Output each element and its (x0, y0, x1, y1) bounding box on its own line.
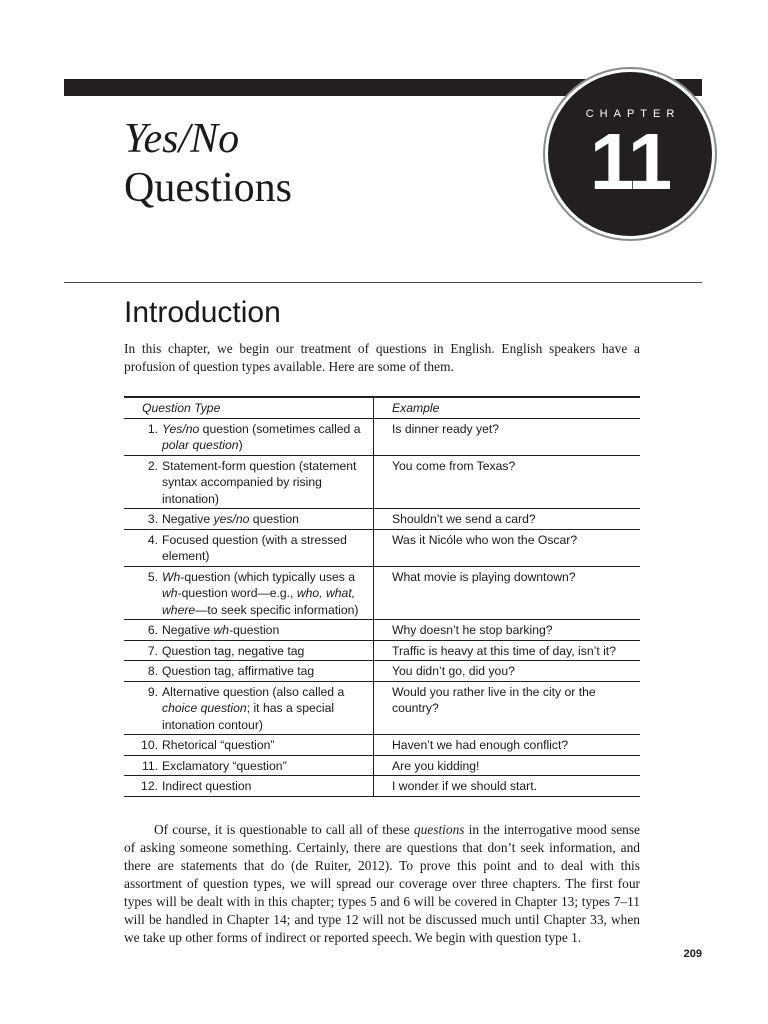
row-number: 9. (147, 684, 158, 699)
chapter-label: CHAPTER (585, 108, 681, 120)
text-run: Statement-form question (statement syntax accompanied by rising intonation) (162, 458, 357, 506)
italic-term: who, what, where (162, 586, 356, 617)
chapter-badge (548, 72, 712, 236)
closing-text-italic: questions (413, 822, 465, 837)
text-run: Question tag, negative tag (162, 643, 305, 658)
closing-text-2: in the interrogative mood sense of asking someone something. Certainly, there are questions that don’t seek information, and there are statements that do (de Ruiter, 2012). To prove this point and to deal with this assortment of question types, we will spread our coverage over three chapters. The first four types will be dealt with in this chapter; types 5 and 6 will be covered in Chapter 13; types 7–11 will be handled in Chapter 14; and type 12 will not be discussed much until Chapter 33, when we take up other forms of indirect or reported speech. We begin with question type 1. (124, 822, 641, 945)
question-type-text (162, 643, 367, 660)
question-type-cell (124, 755, 374, 776)
table-header-row (124, 397, 640, 418)
example-cell: Was it Nicóle who won the Oscar? (374, 529, 641, 566)
question-type-cell (124, 566, 374, 620)
question-type-content (124, 643, 367, 660)
question-type-content (124, 758, 367, 775)
page-number: 209 (683, 948, 702, 960)
question-type-cell (124, 681, 374, 735)
table-row (124, 620, 640, 641)
table-row (124, 640, 640, 661)
italic-term: Yes/no (162, 421, 200, 436)
table-row (124, 776, 640, 797)
question-type-content (124, 622, 367, 639)
table-row (124, 681, 640, 735)
question-type-text (162, 684, 367, 734)
example-cell: What movie is playing downtown? (374, 566, 641, 620)
text-run: Indirect question (162, 779, 252, 793)
question-type-cell (124, 529, 374, 566)
question-type-cell (124, 661, 374, 682)
section-heading: Introduction (124, 296, 281, 329)
table-row (124, 418, 640, 455)
table-row (124, 735, 640, 756)
question-type-content (124, 458, 367, 508)
text-run: Focused question (with a stressed element) (162, 532, 347, 563)
question-type-content (124, 778, 367, 795)
column-header-example: Example (374, 397, 641, 418)
example-cell: Why doesn’t he stop barking? (374, 620, 641, 641)
row-number: 11. (141, 758, 158, 773)
question-type-cell (124, 418, 374, 455)
question-type-text (162, 532, 367, 565)
chapter-title: Questions (124, 165, 292, 211)
chapter-title-italic: Yes/No (124, 116, 240, 162)
chapter-number: 11 (589, 117, 671, 206)
text-run: -question word—e.g., (177, 586, 297, 600)
question-type-text (162, 778, 367, 795)
table-row (124, 755, 640, 776)
row-number: 5. (147, 569, 158, 584)
italic-term: choice question (162, 701, 247, 715)
row-number: 2. (147, 458, 158, 473)
row-number: 1. (147, 421, 158, 436)
italic-term: yes/no (213, 512, 250, 526)
intro-paragraph: In this chapter, we begin our treatment of questions in English. English speakers have a profusion of question types available. Here are some of them. (124, 341, 640, 374)
example-cell: Would you rather live in the city or the country? (374, 681, 641, 735)
table-row (124, 661, 640, 682)
question-type-cell (124, 640, 374, 661)
table-row (124, 529, 640, 566)
text-run: -question (229, 623, 280, 637)
row-number: 8. (147, 664, 158, 678)
table-row (124, 455, 640, 509)
text-run: Question tag, affirmative tag (162, 664, 315, 678)
text-run: Negative (162, 512, 214, 526)
question-type-text (162, 511, 367, 528)
example-cell: You come from Texas? (374, 455, 641, 509)
table-row (124, 509, 640, 530)
question-types-table (124, 396, 640, 797)
divider (64, 282, 702, 283)
question-type-cell (124, 509, 374, 530)
row-number: 3. (147, 512, 158, 526)
example-cell: Is dinner ready yet? (374, 418, 641, 455)
text-run: Exclamatory “question” (162, 758, 287, 773)
italic-term: polar question (162, 438, 239, 452)
question-type-text (162, 758, 367, 775)
text-run: question (249, 512, 299, 526)
row-number: 12. (141, 779, 158, 793)
example-cell: I wonder if we should start. (374, 776, 641, 797)
question-type-content (124, 511, 367, 528)
italic-term: wh (213, 623, 230, 637)
question-type-content (124, 532, 367, 565)
table-body (124, 418, 640, 796)
question-type-text (162, 569, 367, 619)
text-run: Rhetorical “question” (162, 738, 275, 752)
text-run: question (sometimes called a (199, 421, 361, 436)
question-type-cell (124, 735, 374, 756)
question-type-content (124, 737, 367, 754)
row-number: 4. (147, 532, 158, 547)
example-cell: Haven’t we had enough conflict? (374, 735, 641, 756)
question-type-cell (124, 776, 374, 797)
table-row (124, 566, 640, 620)
row-number: 6. (147, 623, 158, 637)
text-run: ; it has a special intonation contour) (162, 701, 335, 732)
row-number: 10. (141, 738, 158, 752)
example-cell: Are you kidding! (374, 755, 641, 776)
question-type-text (162, 421, 367, 454)
question-type-cell (124, 620, 374, 641)
question-type-cell (124, 455, 374, 509)
example-cell: You didn’t go, did you? (374, 661, 641, 682)
question-type-text (162, 663, 367, 680)
question-type-content (124, 684, 367, 734)
italic-term: Wh (162, 569, 181, 584)
question-type-text (162, 458, 367, 508)
column-header-type: Question Type (124, 397, 374, 418)
question-type-text (162, 737, 367, 754)
italic-term: wh (162, 586, 178, 600)
example-cell: Shouldn’t we send a card? (374, 509, 641, 530)
example-cell: Traffic is heavy at this time of day, isn’t it? (374, 640, 641, 661)
question-type-content (124, 421, 367, 454)
text-run: -question (which typically uses a (180, 569, 356, 584)
question-type-content (124, 569, 367, 619)
closing-text-1: Of course, it is questionable to call all of these (154, 822, 414, 837)
question-type-content (124, 663, 367, 680)
row-number: 7. (147, 643, 158, 658)
text-run: Negative (162, 623, 214, 637)
text-run: —to seek specific information) (195, 602, 359, 617)
question-type-text (162, 622, 367, 639)
text-run: Alternative question (also called a (162, 684, 345, 699)
text-run: ) (238, 438, 243, 452)
closing-paragraph (124, 821, 640, 947)
